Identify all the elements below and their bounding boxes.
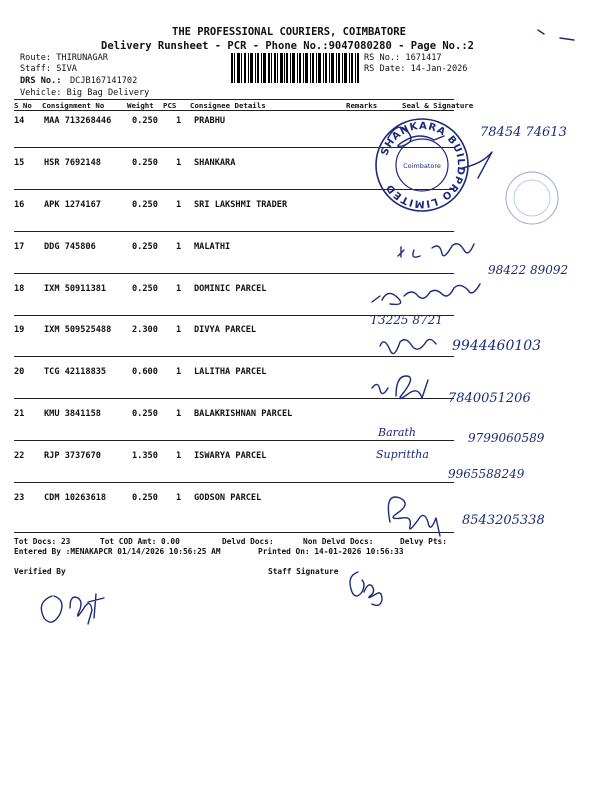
rs-number: RS No.: 1671417	[364, 53, 442, 63]
row-consignee: LALITHA PARCEL	[194, 367, 267, 377]
barcode	[231, 53, 359, 83]
total-cod: Tot COD Amt: 0.00	[100, 537, 180, 546]
row-sno: 15	[14, 158, 25, 168]
svg-text:Coimbatore: Coimbatore	[403, 162, 441, 170]
row-sno: 23	[14, 493, 25, 503]
row-consignment: APK 1274167	[44, 200, 101, 210]
row-sno: 20	[14, 367, 25, 377]
row-pcs: 1	[176, 242, 182, 252]
corner-scribble	[530, 20, 590, 50]
delivered-docs: Delvd Docs:	[222, 537, 274, 546]
row-consignee: SHANKARA	[194, 158, 236, 168]
row-weight: 0.250	[132, 409, 158, 419]
row-consignment: DDG 745806	[44, 242, 96, 252]
total-docs: Tot Docs: 23	[14, 537, 71, 546]
row-consignee: MALATHI	[194, 242, 231, 252]
drs-number: DCJB167141702	[70, 76, 138, 86]
row-weight: 2.300	[132, 325, 158, 335]
non-delivered-docs: Non Delvd Docs:	[303, 537, 374, 546]
printed-on: Printed On: 14-01-2026 10:56:33	[258, 547, 404, 556]
verified-by-signature	[30, 580, 120, 630]
row-weight: 0.250	[132, 493, 158, 503]
row-weight: 0.250	[132, 242, 158, 252]
row-pcs: 1	[176, 325, 182, 335]
row-sno: 19	[14, 325, 25, 335]
row-pcs: 1	[176, 200, 182, 210]
hw-phone-4: 9944460103	[452, 338, 542, 354]
route: Route: THIRUNAGAR	[20, 53, 108, 63]
row-pcs: 1	[176, 158, 182, 168]
staff-signature-label: Staff Signature	[268, 567, 339, 576]
row-sno: 16	[14, 200, 25, 210]
row-consignment: MAA 713268446	[44, 116, 112, 126]
row-pcs: 1	[176, 284, 182, 294]
col-consignment: Consignment No	[42, 101, 105, 110]
vehicle: Vehicle: Big Bag Delivery	[20, 88, 150, 98]
row-pcs: 1	[176, 116, 182, 126]
row-consignee: BALAKRISHNAN PARCEL	[194, 409, 293, 419]
col-consignee: Consignee Details	[190, 101, 266, 110]
row-pcs: 1	[176, 493, 182, 503]
row-consignee: GODSON PARCEL	[194, 493, 262, 503]
row-consignee: DOMINIC PARCEL	[194, 284, 267, 294]
hw-name-6: Barath	[378, 426, 416, 439]
verified-by-label: Verified By	[14, 567, 66, 576]
staff-signature	[340, 566, 390, 606]
handwritten-signatures	[370, 110, 598, 540]
row-consignment: RJP 3737670	[44, 451, 101, 461]
header-rule-top	[14, 99, 454, 100]
hw-phone-5: 7840051206	[448, 391, 531, 406]
rs-date: RS Date: 14-Jan-2026	[364, 64, 468, 74]
row-pcs: 1	[176, 367, 182, 377]
row-sno: 22	[14, 451, 25, 461]
col-sno: S No	[14, 101, 32, 110]
row-consignee: SRI LAKSHMI TRADER	[194, 200, 288, 210]
row-consignee: DIVYA PARCEL	[194, 325, 257, 335]
row-sno: 17	[14, 242, 25, 252]
hw-phone-10: 8543205338	[462, 513, 545, 528]
row-consignment: TCG 42118835	[44, 367, 107, 377]
hw-code-3: T3225 8721	[370, 313, 443, 327]
delivery-points: Delvy Pts:	[400, 537, 447, 546]
col-remarks: Remarks	[346, 101, 378, 110]
row-consignment: IXM 509525488	[44, 325, 112, 335]
row-sno: 14	[14, 116, 25, 126]
row-consignment: KMU 3841158	[44, 409, 101, 419]
drs-label: DRS No.:	[20, 76, 62, 86]
row-weight: 0.250	[132, 116, 158, 126]
company-title: THE PROFESSIONAL COURIERS, COIMBATORE	[172, 26, 406, 38]
row-consignee: ISWARYA PARCEL	[194, 451, 267, 461]
row-weight: 0.600	[132, 367, 158, 377]
row-consignment: IXM 50911381	[44, 284, 107, 294]
row-pcs: 1	[176, 451, 182, 461]
row-weight: 1.350	[132, 451, 158, 461]
row-sno: 18	[14, 284, 25, 294]
col-seal: Seal & Signature	[402, 101, 474, 110]
row-consignment: HSR 7692148	[44, 158, 101, 168]
col-weight: Weight	[127, 101, 154, 110]
runsheet-subtitle: Delivery Runsheet - PCR - Phone No.:9047080280 - Page No.:2	[101, 40, 474, 52]
row-consignee: PRABHU	[194, 116, 226, 126]
hw-phone-1: 78454 74613	[480, 125, 567, 140]
staff: Staff: SIVA	[20, 64, 77, 74]
row-consignment: CDM 10263618	[44, 493, 107, 503]
svg-text:SHANKARA BUILDPRO LIMITED: SHANKARA BUILDPRO LIMITED	[379, 120, 467, 210]
hw-phone-7: 9799060589	[468, 431, 545, 445]
row-sno: 21	[14, 409, 25, 419]
col-pcs: PCS	[163, 101, 177, 110]
row-weight: 0.250	[132, 158, 158, 168]
row-weight: 0.250	[132, 200, 158, 210]
hw-phone-2: 98422 89092	[488, 263, 569, 277]
entered-by: Entered By :MENAKAPCR 01/14/2026 10:56:25 AM	[14, 547, 221, 556]
row-weight: 0.250	[132, 284, 158, 294]
hw-name-8: Suprittha	[376, 448, 429, 461]
hw-phone-9: 9965588249	[448, 467, 525, 481]
row-pcs: 1	[176, 409, 182, 419]
